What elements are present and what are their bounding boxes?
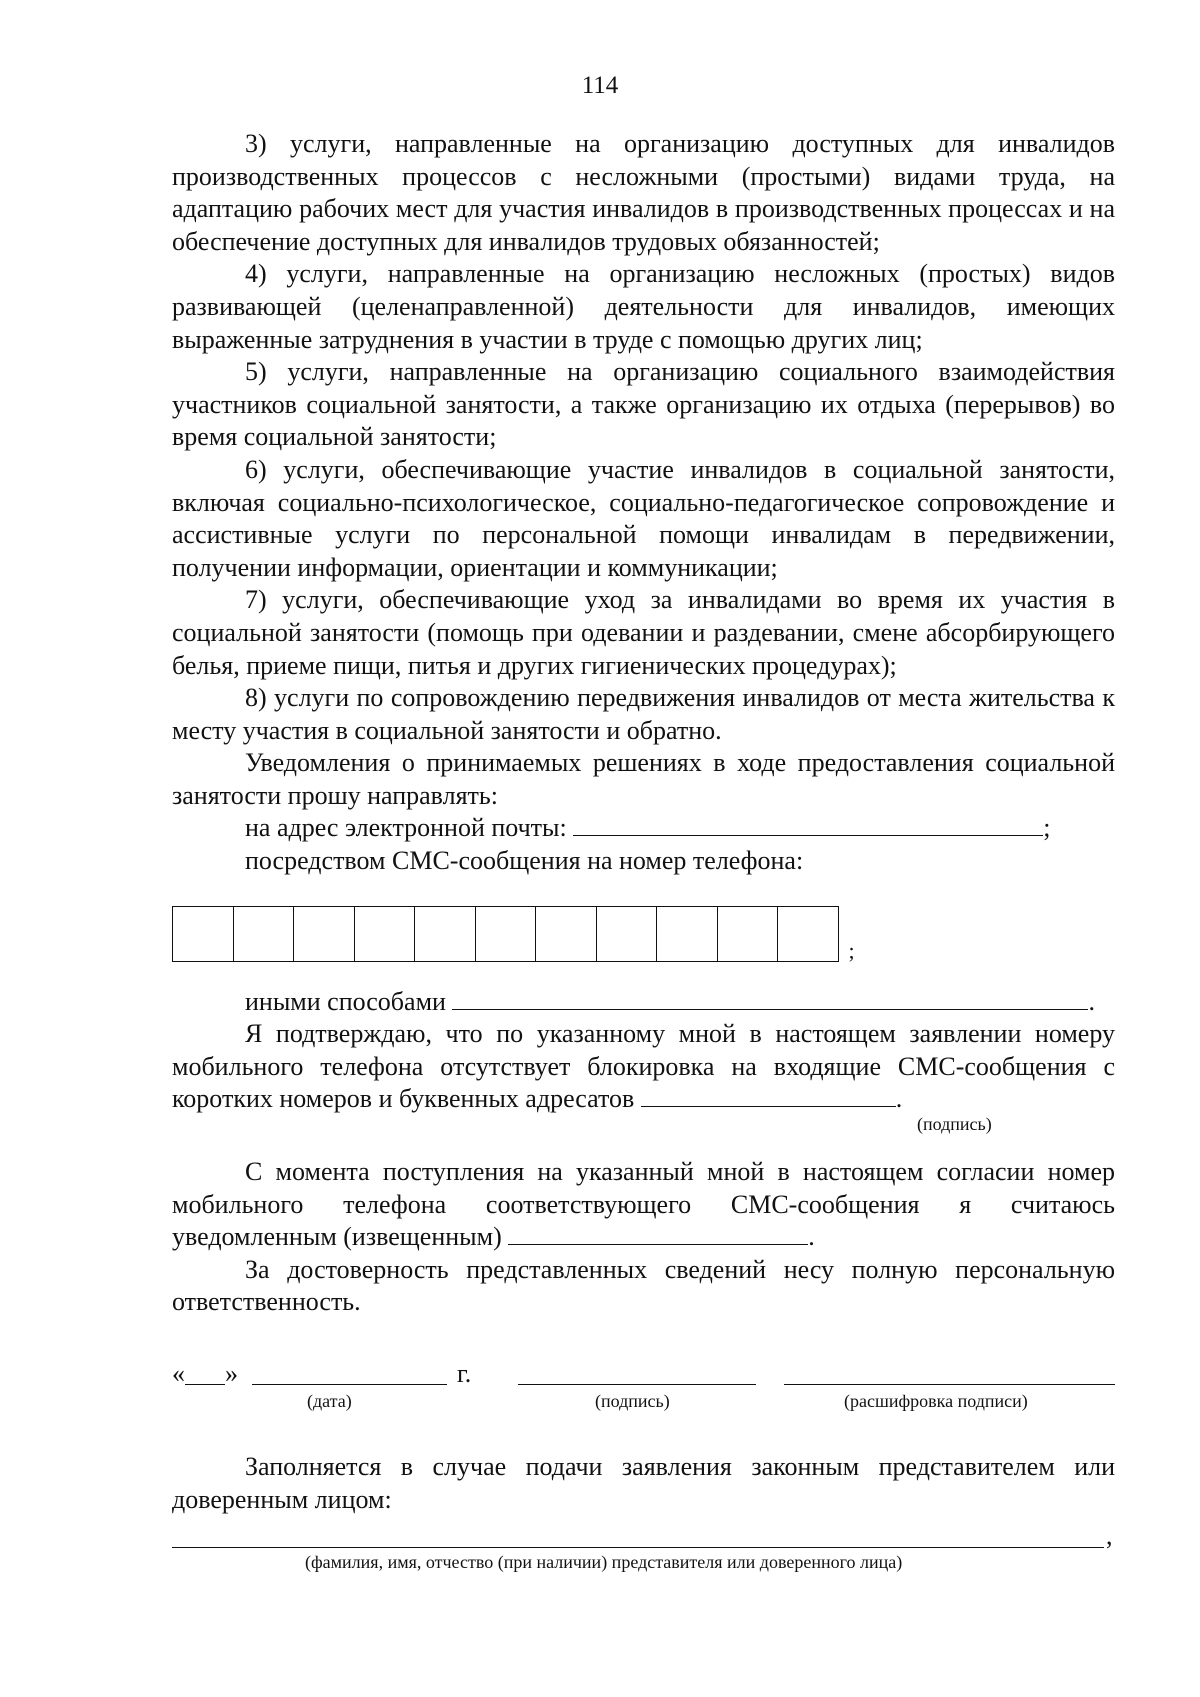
representative-end: ,: [1106, 1520, 1113, 1550]
phone-number-row: [172, 902, 1115, 962]
notified-signature-field[interactable]: [508, 1222, 808, 1245]
representative-caption: (фамилия, имя, отчество (при наличии) представителя или доверенного лица): [305, 1552, 903, 1573]
representative-line: [172, 1516, 1115, 1552]
email-end: ;: [1043, 813, 1051, 843]
email-field[interactable]: [573, 813, 1043, 836]
page-number: 114: [581, 72, 619, 99]
notification-moment: [172, 1156, 1115, 1254]
email-label: на адрес электронной почты:: [245, 813, 567, 843]
phone-digit-cell[interactable]: [778, 907, 838, 961]
signature-caption: (подпись): [595, 1391, 670, 1411]
representative-note: Заполняется в случае подачи заявления законным представителем или доверенным лицом:: [172, 1452, 1115, 1514]
sms-confirmation: [172, 1018, 1115, 1116]
confirmation-signature-caption: (подпись): [917, 1114, 992, 1135]
service-item-3: 3) услуги, направленные на организацию доступных для инвалидов производственных процессов с несложными (простыми) видами труда, на адаптацию рабочих мест для участия инвалидов в производственных процессах и на обеспечение доступных для инвалидов трудовых обязанностей;: [172, 129, 1115, 256]
phone-digit-cell[interactable]: [355, 907, 416, 961]
sms-confirmation-text: Я подтверждаю, что по указанному мной в настоящем заявлении номеру мобильного телефона отсутствует блокировка на входящие СМС-сообщения с коротких номеров и буквенных адресатов: [172, 1019, 1115, 1114]
date-close-quote: »: [225, 1359, 238, 1389]
phone-digit-cell[interactable]: [294, 907, 355, 961]
phone-digit-cell[interactable]: [536, 907, 597, 961]
phone-digit-cell[interactable]: [173, 907, 234, 961]
service-item-6: 6) услуги, обеспечивающие участие инвалидов в социальной занятости, включая социально-психологическое, социально-педагогическое сопровождение и ассистивные услуги по персональной помощи инвалидам в передвижении, получении информации, ориентации и коммуникации;: [172, 454, 1115, 582]
phone-digit-cell[interactable]: [234, 907, 295, 961]
service-item-8: 8) услуги по сопровождению передвижения инвалидов от места жительства к месту участия в социальной занятости и обратно.: [172, 683, 1115, 745]
document-body: [172, 128, 1115, 1572]
other-methods-label: иными способами: [245, 986, 446, 1016]
service-item-4: 4) услуги, направленные на организацию несложных (простых) видов развивающей (целенаправленной) деятельности для инвалидов, имеющих выраженные затруднения в участии в труде с помощью других лиц;: [172, 259, 1115, 354]
notifications-intro: Уведомления о принимаемых решениях в ходе предоставления социальной занятости прошу направлять:: [172, 748, 1115, 810]
service-item-5: 5) услуги, направленные на организацию социального взаимодействия участников социальной занятости, а также организацию их отдыха (перерывов) во время социальной занятости;: [172, 357, 1115, 452]
date-caption: (дата): [307, 1391, 352, 1411]
phone-digit-cell[interactable]: [476, 907, 537, 961]
decoding-caption: (расшифровка подписи): [844, 1391, 1028, 1411]
phone-digit-cell[interactable]: [718, 907, 779, 961]
month-year-field[interactable]: [252, 1362, 447, 1385]
representative-name-field[interactable]: [172, 1525, 1104, 1548]
other-methods-line: [245, 986, 1115, 1019]
other-methods-field[interactable]: [452, 987, 1088, 1010]
confirmation-signature-field[interactable]: [641, 1084, 896, 1107]
phone-digit-cell[interactable]: [597, 907, 658, 961]
email-line: [245, 812, 1115, 845]
day-field[interactable]: [185, 1362, 225, 1385]
phone-digit-cell[interactable]: [415, 907, 476, 961]
year-suffix: г.: [457, 1359, 472, 1389]
sms-label: посредством СМС-сообщения на номер телефона:: [245, 846, 804, 876]
service-item-7: 7) услуги, обеспечивающие уход за инвалидами во время их участия в социальной занятости (помощь при одевании и раздевании, смене абсорбирующего белья, приеме пищи, питья и других гигиенических процедурах);: [172, 585, 1115, 680]
signature-captions-row: [172, 1391, 1115, 1413]
signature-decoding-field[interactable]: [784, 1362, 1115, 1385]
date-open-quote: «: [172, 1359, 185, 1389]
notified-end: .: [808, 1222, 815, 1252]
notification-moment-text: С момента поступления на указанный мной в настоящем согласии номер мобильного телефона соответствующего СМС-сообщения я считаюсь уведомленным (извещенным): [172, 1157, 1115, 1252]
other-methods-end: .: [1088, 986, 1095, 1016]
responsibility-statement: За достоверность представленных сведений несу полную персональную ответственность.: [172, 1254, 1115, 1317]
phone-digit-cell[interactable]: [657, 907, 718, 961]
signature-field[interactable]: [518, 1362, 756, 1385]
phone-number-boxes: [172, 906, 839, 962]
signature-date-row: [172, 1359, 1115, 1391]
confirmation-end: .: [895, 1084, 903, 1114]
phone-end: ;: [848, 937, 855, 963]
